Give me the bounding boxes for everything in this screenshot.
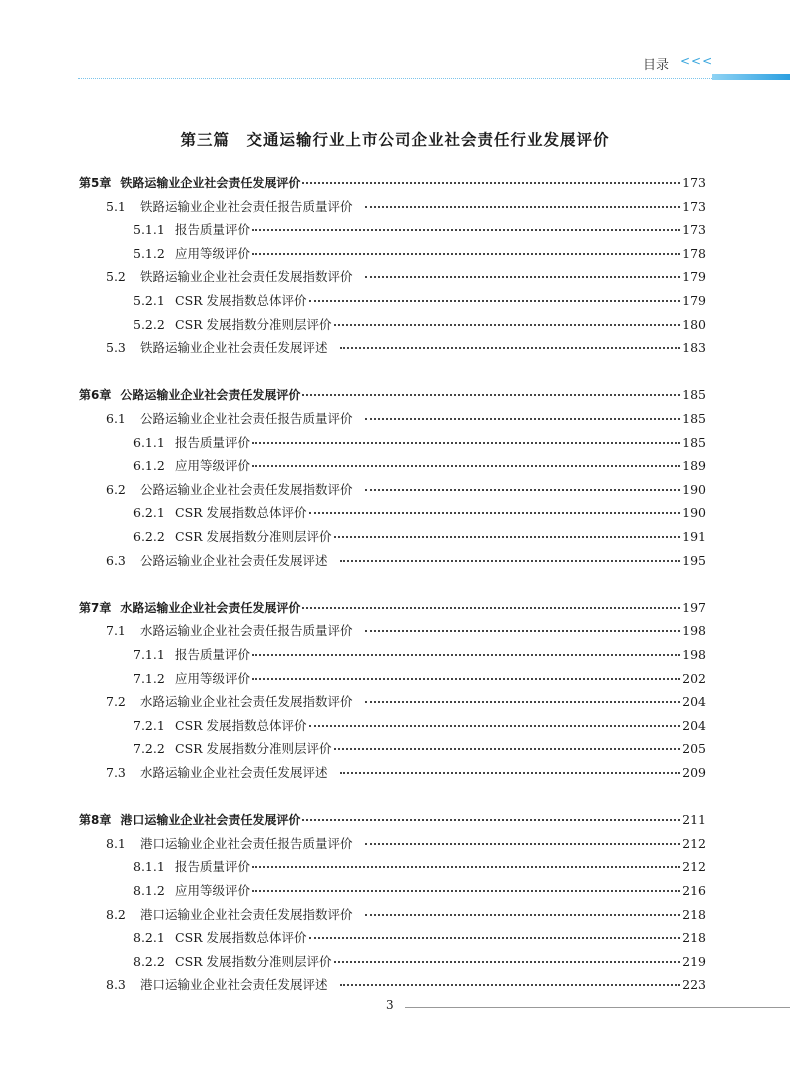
toc-entry-number: 7.2.2 [133,740,165,756]
toc-entry-title: 水路运输业企业社会责任发展评价 [120,600,301,615]
toc-entry-page: 178 [682,245,706,261]
toc-subsection[interactable] [133,951,706,971]
toc-entry-title: 应用等级评价 [175,883,251,898]
toc-entry-title: 铁路运输业企业社会责任发展评价 [120,175,301,190]
toc-entry-title: 报告质量评价 [175,222,251,237]
toc-subsection[interactable] [133,243,706,263]
toc-entry-page: 179 [682,268,706,284]
toc-entry-page: 204 [682,693,706,709]
toc-leader-dots [302,819,680,821]
toc-entry-title: 公路运输业企业社会责任发展评价 [120,387,301,402]
toc-entry-number: 5.1.1 [133,221,165,237]
toc-entry-number: 8.2.1 [133,929,165,945]
toc-subsection[interactable] [133,502,706,522]
toc-chapter[interactable] [79,597,706,617]
toc-entry-page: 197 [682,599,706,615]
footer-divider [405,1007,790,1008]
toc-section[interactable] [106,408,706,428]
toc-entry-title: 水路运输业企业社会责任发展指数评价 [140,694,353,709]
toc-entry-title: 公路运输业企业社会责任报告质量评价 [140,411,353,426]
toc-entry-title: 报告质量评价 [175,647,251,662]
toc-entry-title: 铁路运输业企业社会责任发展评述 [140,340,328,355]
toc-entry-page: 185 [682,410,706,426]
toc-subsection[interactable] [133,290,706,310]
toc-entry-title: CSR 发展指数总体评价 [175,505,307,520]
toc-entry-page: 218 [682,929,706,945]
header-divider [78,78,712,79]
toc-entry-page: 173 [682,221,706,237]
toc-subsection[interactable] [133,715,706,735]
toc-entry-title: 应用等级评价 [175,458,251,473]
toc-entry-title: CSR 发展指数总体评价 [175,718,307,733]
toc-entry-number: 8.1.1 [133,858,165,874]
toc-entry-title: CSR 发展指数分准则层评价 [175,954,332,969]
toc-entry-title: CSR 发展指数分准则层评价 [175,529,332,544]
toc-leader-dots [365,206,681,208]
toc-entry-title: 铁路运输业企业社会责任报告质量评价 [140,199,353,214]
toc-leader-dots [302,182,680,184]
toc-entry-page: 185 [682,386,706,402]
toc-entry-page: 212 [682,858,706,874]
toc-leader-dots [334,324,681,326]
toc-entry-title: 报告质量评价 [175,859,251,874]
toc-leader-dots [365,914,681,916]
toc-entry-title: 应用等级评价 [175,246,251,261]
toc-entry-number: 8.1.2 [133,882,165,898]
toc-leader-dots [309,300,681,302]
toc-entry-page: 191 [682,528,706,544]
toc-subsection[interactable] [133,738,706,758]
toc-leader-dots [252,442,680,444]
toc-entry-title: 港口运输业企业社会责任发展评价 [120,812,301,827]
toc-leader-dots [340,347,681,349]
toc-entry-number: 第7章 [79,600,112,615]
toc-leader-dots [252,229,680,231]
toc-leader-dots [365,843,681,845]
toc-entry-page: 211 [682,811,706,827]
toc-leader-dots [302,394,680,396]
toc-entry-page: 195 [682,552,706,568]
toc-entry-number: 6.2.2 [133,528,165,544]
toc-leader-dots [334,748,681,750]
toc-leader-dots [252,465,680,467]
toc-subsection[interactable] [133,856,706,876]
toc-leader-dots [252,654,680,656]
toc-entry-number: 8.2 [106,906,126,922]
toc-subsection[interactable] [133,219,706,239]
header-accent-bar [712,74,790,80]
toc-entry-title: CSR 发展指数分准则层评价 [175,741,332,756]
toc-leader-dots [252,890,680,892]
toc-entry-number: 7.2 [106,693,126,709]
toc-entry-title: 港口运输业企业社会责任报告质量评价 [140,836,353,851]
toc-entry-page: 216 [682,882,706,898]
toc-entry-number: 7.1.2 [133,670,165,686]
toc-section[interactable] [106,550,706,570]
toc-entry-page: 209 [682,764,706,780]
toc-entry-number: 6.2 [106,481,126,497]
toc-entry-page: 183 [682,339,706,355]
toc-chapter[interactable] [79,809,706,829]
toc-leader-dots [365,418,681,420]
toc-entry-page: 198 [682,646,706,662]
toc-section[interactable] [106,196,706,216]
toc-leader-dots [340,984,681,986]
toc-leader-dots [365,701,681,703]
toc-section[interactable] [106,762,706,782]
toc-subsection[interactable] [133,644,706,664]
toc-leader-dots [309,725,681,727]
toc-subsection[interactable] [133,432,706,452]
toc-entry-number: 8.1 [106,835,126,851]
toc-entry-number: 第6章 [79,387,112,402]
toc-section[interactable] [106,479,706,499]
toc-leader-dots [340,560,681,562]
toc-entry-number: 8.3 [106,976,126,992]
toc-entry-number: 6.1.2 [133,457,165,473]
toc-subsection[interactable] [133,526,706,546]
toc-entry-page: 185 [682,434,706,450]
toc-subsection[interactable] [133,314,706,334]
toc-leader-dots [309,512,681,514]
toc-entry-number: 7.3 [106,764,126,780]
toc-leader-dots [252,678,680,680]
toc-section[interactable] [106,833,706,853]
toc-chapter[interactable] [79,172,706,192]
toc-entry-page: 190 [682,481,706,497]
toc-entry-number: 6.1 [106,410,126,426]
toc-entry-page: 202 [682,670,706,686]
toc-entry-title: 公路运输业企业社会责任发展评述 [140,553,328,568]
toc-entry-page: 179 [682,292,706,308]
toc-entry-page: 198 [682,622,706,638]
toc-entry-title: 港口运输业企业社会责任发展指数评价 [140,907,353,922]
toc-entry-number: 第5章 [79,175,112,190]
toc-entry-page: 189 [682,457,706,473]
toc-entry-title: 港口运输业企业社会责任发展评述 [140,977,328,992]
toc-entry-number: 5.2 [106,268,126,284]
toc-leader-dots [252,866,680,868]
toc-subsection[interactable] [133,668,706,688]
toc-entry-title: 水路运输业企业社会责任发展评述 [140,765,328,780]
toc-entry-page: 173 [682,198,706,214]
toc-entry-page: 223 [682,976,706,992]
toc-entry-number: 8.2.2 [133,953,165,969]
header-arrows-icon: <<< [680,54,714,68]
toc-leader-dots [252,253,680,255]
toc-leader-dots [309,937,681,939]
toc-entry-title: CSR 发展指数分准则层评价 [175,317,332,332]
toc-subsection[interactable] [133,880,706,900]
toc-entry-number: 6.1.1 [133,434,165,450]
part-title: 第三篇 交通运输行业上市公司企业社会责任行业发展评价 [180,130,610,149]
toc-entry-number: 5.3 [106,339,126,355]
toc-entry-number: 第8章 [79,812,112,827]
toc-entry-title: 公路运输业企业社会责任发展指数评价 [140,482,353,497]
toc-entry-page: 190 [682,504,706,520]
toc-entry-number: 7.1 [106,622,126,638]
toc-leader-dots [334,536,681,538]
toc-leader-dots [340,772,681,774]
toc-chapter[interactable] [79,384,706,404]
toc-entry-title: 报告质量评价 [175,435,251,450]
toc-subsection[interactable] [133,927,706,947]
toc-entry-title: CSR 发展指数总体评价 [175,293,307,308]
toc-subsection[interactable] [133,455,706,475]
toc-entry-page: 218 [682,906,706,922]
page-number: 3 [386,998,394,1012]
toc-entry-title: 水路运输业企业社会责任报告质量评价 [140,623,353,638]
toc-entry-page: 173 [682,174,706,190]
toc-section[interactable] [106,904,706,924]
toc-entry-title: CSR 发展指数总体评价 [175,930,307,945]
toc-entry-number: 5.1.2 [133,245,165,261]
toc-section[interactable] [106,691,706,711]
toc-entry-number: 6.3 [106,552,126,568]
toc-entry-page: 180 [682,316,706,332]
toc-entry-title: 铁路运输业企业社会责任发展指数评价 [140,269,353,284]
toc-leader-dots [334,961,681,963]
toc-entry-title: 应用等级评价 [175,671,251,686]
toc-leader-dots [302,607,680,609]
toc-section[interactable] [106,620,706,640]
toc-entry-number: 5.2.1 [133,292,165,308]
toc-entry-number: 5.2.2 [133,316,165,332]
toc-entry-page: 204 [682,717,706,733]
toc-entry-page: 212 [682,835,706,851]
toc-entry-page: 219 [682,953,706,969]
toc-leader-dots [365,630,681,632]
toc-leader-dots [365,489,681,491]
toc-section[interactable] [106,266,706,286]
toc-entry-number: 5.1 [106,198,126,214]
header-label: 目录 [643,58,670,73]
toc-section[interactable] [106,337,706,357]
toc-entry-number: 7.2.1 [133,717,165,733]
toc-entry-page: 205 [682,740,706,756]
toc-entry-number: 6.2.1 [133,504,165,520]
toc-entry-number: 7.1.1 [133,646,165,662]
toc-leader-dots [365,276,681,278]
toc-section[interactable] [106,974,706,994]
